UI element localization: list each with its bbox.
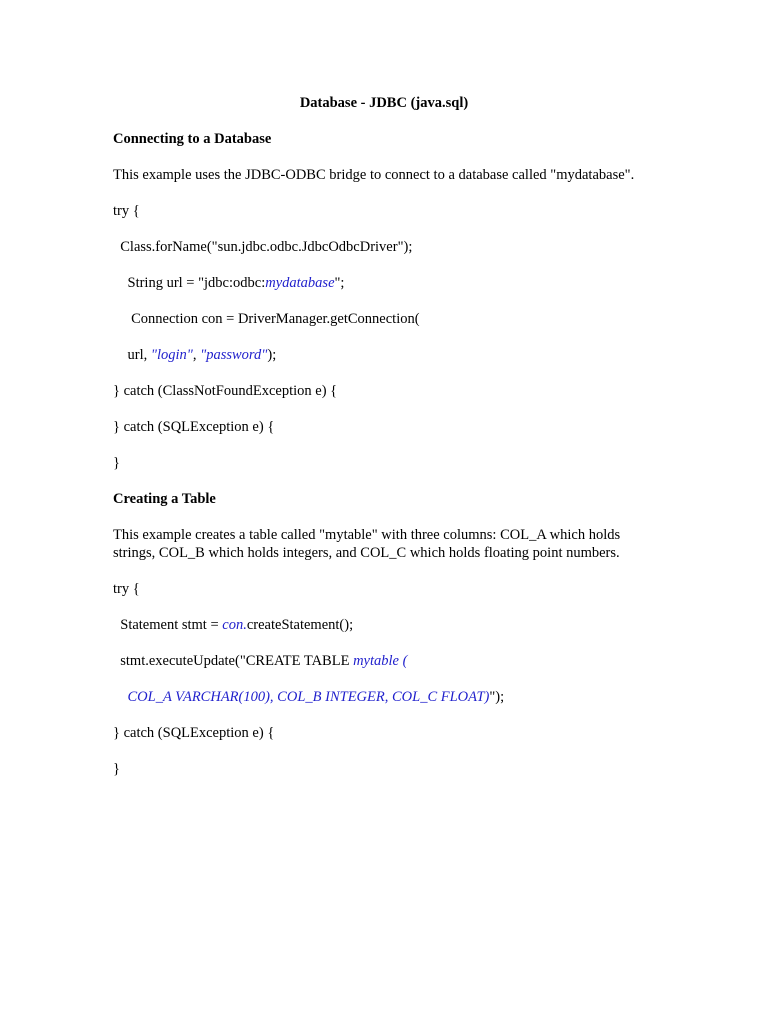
code-try-open: try { (113, 203, 140, 219)
code-url-prefix: String url = "jdbc:odbc: (113, 275, 266, 291)
section-heading-connecting: Connecting to a Database (113, 131, 272, 147)
code2-catch-sql: } catch (SQLException e) { (113, 725, 275, 741)
code2-columns-suffix: "); (489, 689, 505, 705)
code2-columns-definition: COL_A VARCHAR(100), COL_B INTEGER, COL_C FLOAT) (127, 689, 490, 705)
code2-statement-prefix: Statement stmt = (113, 617, 223, 633)
connecting-intro: This example uses the JDBC-ODBC bridge to connect to a database called "mydatabase". (113, 167, 635, 183)
code2-columns-indent (113, 689, 128, 705)
code-connection: Connection con = DriverManager.getConnection( (113, 311, 420, 327)
creating-intro-line-2: strings, COL_B which holds integers, and COL_C which holds floating point numbers. (113, 545, 620, 561)
code2-table-name: mytable ( (353, 653, 408, 669)
code-catch-sql: } catch (SQLException e) { (113, 419, 275, 435)
code2-try-open: try { (113, 581, 140, 597)
code2-statement-suffix: createStatement(); (246, 617, 354, 633)
code-login-string: "login" (150, 347, 193, 363)
code-url-database: mydatabase (265, 275, 335, 291)
creating-intro-line-1: This example creates a table called "mytable" with three columns: COL_A which holds (113, 527, 621, 543)
code-close-brace: } (113, 455, 120, 471)
code-url-suffix: "; (334, 275, 345, 291)
code-url-line (113, 274, 344, 292)
code-args-line (113, 346, 276, 364)
section-heading-creating-table: Creating a Table (113, 491, 216, 507)
code-password-string: "password" (200, 347, 268, 363)
code-catch-classnotfound: } catch (ClassNotFoundException e) { (113, 383, 338, 399)
document-title: Database - JDBC (java.sql) (299, 95, 469, 111)
code-args-suffix: ); (267, 347, 277, 363)
code-args-prefix: url, (113, 347, 151, 363)
code2-execute-prefix: stmt.executeUpdate("CREATE TABLE (113, 653, 354, 669)
code2-columns-line (113, 688, 504, 706)
code-args-comma: , (192, 347, 201, 363)
code2-con-ref: con. (222, 617, 247, 633)
code-forname: Class.forName("sun.jdbc.odbc.JdbcOdbcDriver"); (113, 239, 413, 255)
code2-close-brace: } (113, 761, 120, 777)
code2-statement-line (113, 616, 353, 634)
code2-execute-line (113, 652, 407, 670)
